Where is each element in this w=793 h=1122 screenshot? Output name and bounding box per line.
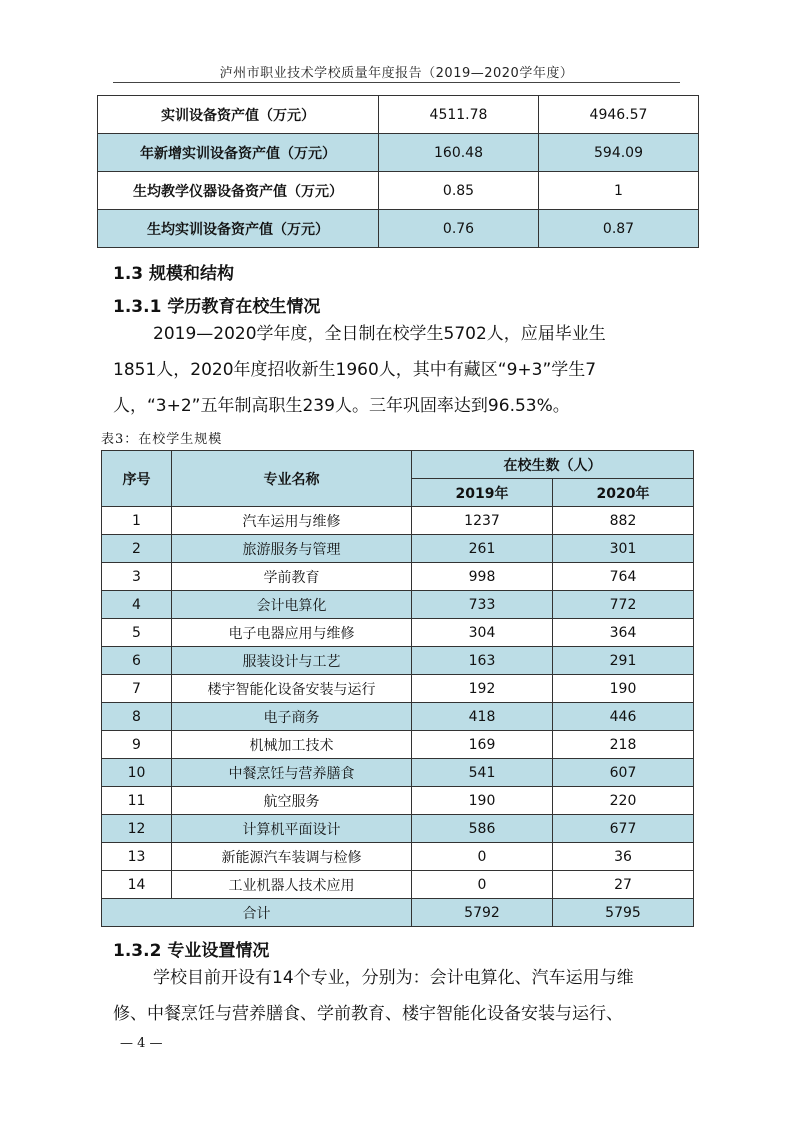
row-major: 电子电器应用与维修 xyxy=(172,619,412,647)
table-row xyxy=(102,871,694,899)
table-row xyxy=(102,507,694,535)
asset-row xyxy=(98,172,699,210)
table-caption: 表3：在校学生规模 xyxy=(101,432,223,447)
page-header-title: 泸州市职业技术学校质量年度报告（2019—2020学年度） xyxy=(219,66,574,81)
paragraph-line: 学校目前开设有14个专业，分别为：会计电算化、汽车运用与维 xyxy=(153,968,634,988)
asset-label: 实训设备资产值（万元） xyxy=(98,96,379,134)
row-2019: 586 xyxy=(412,815,553,843)
row-major: 工业机器人技术应用 xyxy=(172,871,412,899)
row-2019: 733 xyxy=(412,591,553,619)
row-2020: 190 xyxy=(553,675,694,703)
table-header-row xyxy=(102,451,694,479)
row-major: 服装设计与工艺 xyxy=(172,647,412,675)
row-2020: 364 xyxy=(553,619,694,647)
row-no: 14 xyxy=(102,871,172,899)
row-major: 电子商务 xyxy=(172,703,412,731)
asset-table xyxy=(97,95,699,248)
table-row xyxy=(102,759,694,787)
table-row xyxy=(102,563,694,591)
asset-row xyxy=(98,210,699,248)
table-row xyxy=(102,815,694,843)
row-2019: 304 xyxy=(412,619,553,647)
row-2020: 27 xyxy=(553,871,694,899)
row-2019: 0 xyxy=(412,871,553,899)
row-no: 8 xyxy=(102,703,172,731)
paragraph-line: 1851人，2020年度招收新生1960人，其中有藏区“9+3”学生7 xyxy=(113,360,597,380)
asset-row xyxy=(98,96,699,134)
row-no: 1 xyxy=(102,507,172,535)
row-2020: 220 xyxy=(553,787,694,815)
row-2019: 1237 xyxy=(412,507,553,535)
header-divider xyxy=(113,82,680,83)
row-2019: 261 xyxy=(412,535,553,563)
asset-value-2019: 0.85 xyxy=(379,172,539,210)
section-heading-1-3-2: 1.3.2 专业设置情况 xyxy=(113,941,270,961)
row-major: 会计电算化 xyxy=(172,591,412,619)
paragraph-line: 人，“3+2”五年制高职生239人。三年巩固率达到96.53%。 xyxy=(113,396,570,416)
row-no: 9 xyxy=(102,731,172,759)
asset-value-2020: 1 xyxy=(539,172,699,210)
row-2019: 192 xyxy=(412,675,553,703)
asset-value-2019: 160.48 xyxy=(379,134,539,172)
row-2019: 0 xyxy=(412,843,553,871)
paragraph-line: 2019—2020学年度，全日制在校学生5702人，应届毕业生 xyxy=(153,324,606,344)
section-heading-1-3: 1.3 规模和结构 xyxy=(113,264,235,284)
majors-paragraph xyxy=(113,960,683,1032)
row-2020: 36 xyxy=(553,843,694,871)
row-2019: 163 xyxy=(412,647,553,675)
header-2019: 2019年 xyxy=(412,479,553,507)
enrollment-table xyxy=(101,450,694,927)
total-2019: 5792 xyxy=(412,899,553,927)
row-major: 楼宇智能化设备安装与运行 xyxy=(172,675,412,703)
table-row xyxy=(102,843,694,871)
row-no: 10 xyxy=(102,759,172,787)
row-2020: 764 xyxy=(553,563,694,591)
row-2019: 169 xyxy=(412,731,553,759)
row-2020: 677 xyxy=(553,815,694,843)
asset-value-2020: 0.87 xyxy=(539,210,699,248)
row-no: 13 xyxy=(102,843,172,871)
table-row xyxy=(102,619,694,647)
row-2020: 882 xyxy=(553,507,694,535)
asset-label: 生均教学仪器设备资产值（万元） xyxy=(98,172,379,210)
row-major: 航空服务 xyxy=(172,787,412,815)
table-total-row xyxy=(102,899,694,927)
asset-value-2019: 4511.78 xyxy=(379,96,539,134)
row-2020: 218 xyxy=(553,731,694,759)
asset-label: 年新增实训设备资产值（万元） xyxy=(98,134,379,172)
asset-label: 生均实训设备资产值（万元） xyxy=(98,210,379,248)
table-row xyxy=(102,647,694,675)
row-2019: 418 xyxy=(412,703,553,731)
paragraph-line: 修、中餐烹饪与营养膳食、学前教育、楼宇智能化设备安装与运行、 xyxy=(113,1004,623,1024)
row-2019: 998 xyxy=(412,563,553,591)
row-no: 7 xyxy=(102,675,172,703)
row-no: 3 xyxy=(102,563,172,591)
row-no: 11 xyxy=(102,787,172,815)
header-major: 专业名称 xyxy=(172,451,412,507)
total-2020: 5795 xyxy=(553,899,694,927)
row-major: 学前教育 xyxy=(172,563,412,591)
table-row xyxy=(102,675,694,703)
table-row xyxy=(102,535,694,563)
row-no: 6 xyxy=(102,647,172,675)
row-major: 旅游服务与管理 xyxy=(172,535,412,563)
table-row xyxy=(102,787,694,815)
header-count: 在校生数（人） xyxy=(412,451,694,479)
row-2019: 190 xyxy=(412,787,553,815)
header-no: 序号 xyxy=(102,451,172,507)
row-2019: 541 xyxy=(412,759,553,787)
asset-value-2020: 594.09 xyxy=(539,134,699,172)
row-2020: 446 xyxy=(553,703,694,731)
row-no: 2 xyxy=(102,535,172,563)
row-2020: 291 xyxy=(553,647,694,675)
row-2020: 607 xyxy=(553,759,694,787)
row-2020: 772 xyxy=(553,591,694,619)
row-major: 汽车运用与维修 xyxy=(172,507,412,535)
row-major: 计算机平面设计 xyxy=(172,815,412,843)
enrollment-paragraph xyxy=(113,316,683,424)
row-no: 5 xyxy=(102,619,172,647)
row-no: 4 xyxy=(102,591,172,619)
section-heading-1-3-1: 1.3.1 学历教育在校生情况 xyxy=(113,297,321,317)
row-no: 12 xyxy=(102,815,172,843)
table-row xyxy=(102,591,694,619)
table-row xyxy=(102,731,694,759)
page-number: — 4 — xyxy=(120,1036,163,1051)
row-major: 中餐烹饪与营养膳食 xyxy=(172,759,412,787)
header-2020: 2020年 xyxy=(553,479,694,507)
row-major: 新能源汽车装调与检修 xyxy=(172,843,412,871)
asset-value-2020: 4946.57 xyxy=(539,96,699,134)
asset-row xyxy=(98,134,699,172)
table-row xyxy=(102,703,694,731)
row-2020: 301 xyxy=(553,535,694,563)
asset-value-2019: 0.76 xyxy=(379,210,539,248)
row-major: 机械加工技术 xyxy=(172,731,412,759)
total-label: 合计 xyxy=(102,899,412,927)
